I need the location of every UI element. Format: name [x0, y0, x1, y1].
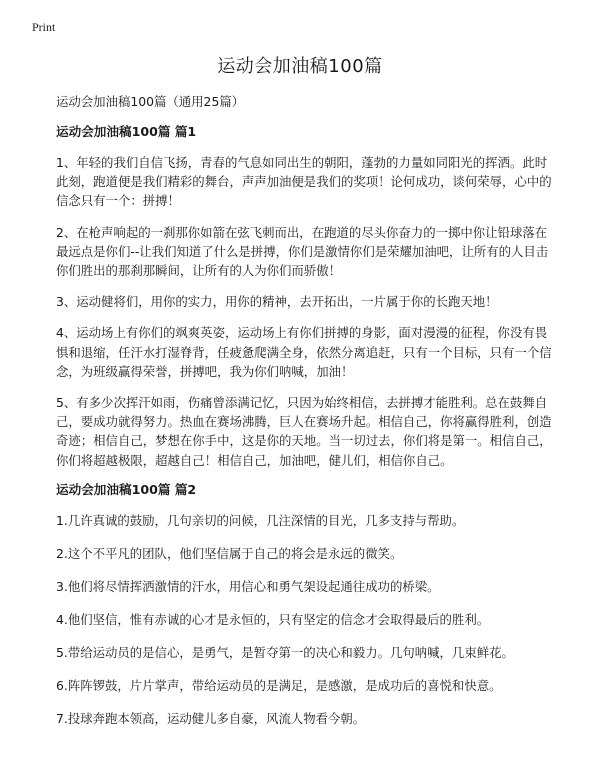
section-1: [56, 124, 552, 470]
paragraph: 4.他们坚信，惟有赤诚的心才是永恒的，只有坚定的信念才会取得最后的胜利。: [56, 611, 490, 627]
print-link[interactable]: Print: [32, 20, 56, 34]
page-title: 运动会加油稿100篇: [217, 56, 383, 77]
section-2: [56, 482, 552, 728]
paragraph: 3、运动健将们，用你的实力，用你的精神，去开拓出，一片属于你的长跑天地！: [56, 294, 498, 310]
document-subtitle: 运动会加油稿100篇（通用25篇）: [56, 94, 245, 109]
paragraph: 1、年轻的我们自信飞扬，青春的气息如同出生的朝阳，蓬勃的力量如同阳光的挥洒。此时此刻，跑道便是我们精彩的舞台，声声加油便是我们的奖项！论何成功，谈何荣辱，心中的信念只有一个：拼搏！: [56, 155, 552, 209]
paragraph: 3.他们将尽情挥洒激情的汗水，用信心和勇气架设起通往成功的桥梁。: [56, 578, 440, 594]
paragraph: 2.这个不平凡的团队，他们坚信属于自己的将会是永远的微笑。: [56, 545, 403, 561]
document-body: [56, 94, 552, 742]
paragraph: 6.阵阵锣鼓，片片掌声，带给运动员的是满足，是感激，是成功后的喜悦和快意。: [56, 677, 502, 693]
paragraph: 2、在枪声响起的一刹那你如箭在弦飞刺而出，在跑道的尽头你奋力的一掷中你让铅球落在最远点是你们--让我们知道了什么是拼搏，你们是激情你们是荣耀加油吧，让所有的人目击你们胜出的那刹那瞬间，让所有的人为你们而骄傲！: [56, 224, 549, 279]
paragraph: 1.几许真诚的鼓励，几句亲切的问候，几注深情的目光，几多支持与帮助。: [56, 512, 465, 528]
paragraph: 5、有多少次挥汗如雨，伤痛曾添满记忆，只因为始终相信，去拼搏才能胜利。总在鼓舞自己，要成功就得努力。热血在赛场沸腾，巨人在赛场升起。相信自己，你将赢得胜利，创造奇迹；相信自己，梦想在你手中，这是你的天地。当一切过去，你们将是第一。相信自己，你们将超越极限，超越自己！相信自己，加油吧，健儿们，相信你自己。: [56, 395, 552, 468]
paragraph: 4、运动场上有你们的飒爽英姿，运动场上有你们拼搏的身影，面对漫漫的征程，你没有畏惧和退缩，任汗水打湿脊背，任疲惫爬满全身，依然分离追赶，只有一个目标，只有一个信念，为班级赢得荣誉，拼搏吧，我为你们呐喊，加油！: [56, 325, 552, 379]
section-heading: 运动会加油稿100篇 篇1: [56, 124, 197, 139]
section-heading: 运动会加油稿100篇 篇2: [56, 481, 197, 497]
paragraph: 7.投球奔跑本领高，运动健儿多自豪，风流人物看今朝。: [56, 710, 366, 726]
paragraph: 5.带给运动员的是信心，是勇气，是暂夺第一的决心和毅力。几句呐喊，几束鲜花。: [56, 644, 514, 660]
